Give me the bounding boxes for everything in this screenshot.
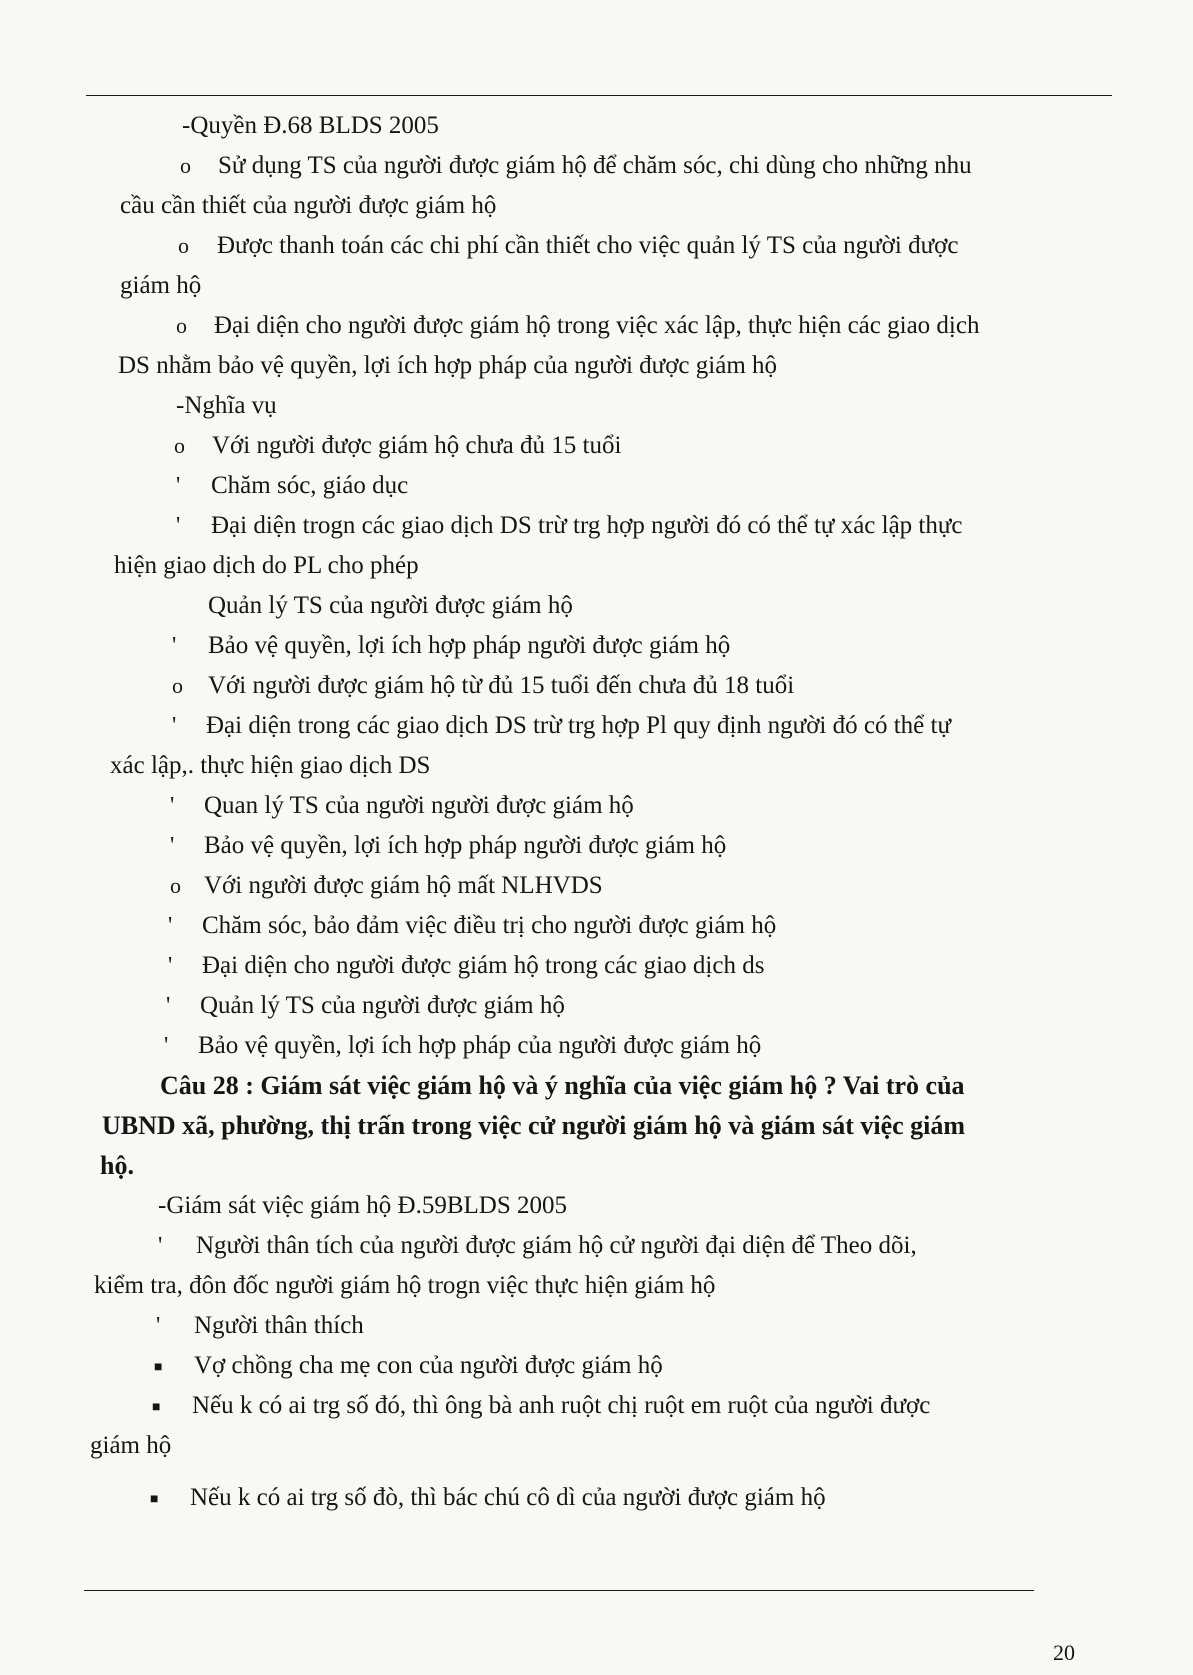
text-line <box>0 988 1193 1028</box>
square-bullet-icon: ■ <box>150 1492 159 1507</box>
tick-bullet-icon: ' <box>168 953 173 979</box>
text-line <box>0 508 1193 548</box>
line-text: Được thanh toán các chi phí cần thiết cho việc quản lý TS của người được <box>217 232 959 259</box>
line-text: Đại diện cho người được giám hộ trong các giao dịch ds <box>202 952 765 979</box>
text-line <box>0 1480 1193 1520</box>
line-text: Bảo vệ quyền, lợi ích hợp pháp của người được giám hộ <box>198 1032 762 1059</box>
line-text: -Quyền Đ.68 BLDS 2005 <box>182 112 439 139</box>
text-line <box>0 868 1193 908</box>
header-rule <box>86 95 1112 96</box>
text-line <box>0 908 1193 948</box>
circle-bullet-icon: o <box>170 873 181 898</box>
text-line <box>0 1268 1193 1308</box>
line-text: DS nhằm bảo vệ quyền, lợi ích hợp pháp của người được giám hộ <box>118 352 778 379</box>
text-line <box>0 188 1193 228</box>
square-bullet-icon: ■ <box>154 1360 163 1375</box>
text-line <box>0 548 1193 588</box>
text-line <box>0 1428 1193 1480</box>
text-line <box>0 1388 1193 1428</box>
text-line <box>0 748 1193 788</box>
tick-bullet-icon: ' <box>170 833 175 859</box>
tick-bullet-icon: ' <box>164 1033 169 1059</box>
text-line <box>0 1348 1193 1388</box>
tick-bullet-icon: ' <box>172 633 177 659</box>
text-line <box>0 468 1193 508</box>
tick-bullet-icon: ' <box>176 513 181 539</box>
page-content <box>0 108 1193 1520</box>
line-text: Bảo vệ quyền, lợi ích hợp pháp người được giám hộ <box>204 832 727 859</box>
text-line <box>0 828 1193 868</box>
line-text: Đại diện trogn các giao dịch DS trừ trg hợp người đó có thể tự xác lập thực <box>211 512 963 539</box>
line-text: Nếu k có ai trg số đó, thì ông bà anh ruột chị ruột em ruột của người được <box>192 1392 931 1419</box>
tick-bullet-icon: ' <box>156 1313 161 1339</box>
line-text: cầu cần thiết của người được giám hộ <box>120 192 497 219</box>
heading-line <box>0 1108 1193 1148</box>
line-text: giám hộ <box>120 272 202 299</box>
line-text: xác lập,. thực hiện giao dịch DS <box>110 752 431 779</box>
line-text: Chăm sóc, giáo dục <box>211 472 409 499</box>
tick-bullet-icon: ' <box>172 713 177 739</box>
line-text: Người thân thích <box>194 1312 364 1339</box>
line-text: hiện giao dịch do PL cho phép <box>114 552 419 579</box>
line-text: Bảo vệ quyền, lợi ích hợp pháp người được giám hộ <box>208 632 731 659</box>
footer-rule <box>84 1590 1034 1591</box>
question-heading-text: Câu 28 : Giám sát việc giám hộ và ý nghĩa của việc giám hộ ? Vai trò của <box>160 1071 965 1100</box>
question-heading-text: UBND xã, phường, thị trấn trong việc cử người giám hộ và giám sát việc giám <box>102 1111 966 1140</box>
text-line <box>0 1188 1193 1228</box>
line-text: -Nghĩa vụ <box>176 392 277 419</box>
text-line <box>0 668 1193 708</box>
tick-bullet-icon: ' <box>158 1233 163 1259</box>
line-text: Người thân tích của người được giám hộ cử người đại diện để Theo dõi, <box>196 1232 917 1259</box>
heading-line <box>0 1068 1193 1108</box>
line-text: Với người được giám hộ mất NLHVDS <box>204 872 603 899</box>
text-line <box>0 788 1193 828</box>
circle-bullet-icon: o <box>176 313 187 338</box>
text-line <box>0 388 1193 428</box>
line-text: -Giám sát việc giám hộ Đ.59BLDS 2005 <box>158 1192 567 1219</box>
square-bullet-icon: ■ <box>152 1400 161 1415</box>
line-text: Quản lý TS của người được giám hộ <box>208 592 573 619</box>
line-text: Với người được giám hộ từ đủ 15 tuổi đến chưa đủ 18 tuổi <box>208 672 795 699</box>
text-line <box>0 268 1193 308</box>
text-line <box>0 1228 1193 1268</box>
heading-line <box>0 1148 1193 1188</box>
line-text: Nếu k có ai trg số đò, thì bác chú cô dì của người được giám hộ <box>190 1484 826 1511</box>
text-line <box>0 148 1193 188</box>
text-line <box>0 708 1193 748</box>
tick-bullet-icon: ' <box>170 793 175 819</box>
text-line <box>0 1308 1193 1348</box>
text-line <box>0 108 1193 148</box>
line-text: giám hộ <box>90 1432 172 1459</box>
text-line <box>0 948 1193 988</box>
line-text: Vợ chồng cha mẹ con của người được giám hộ <box>194 1352 663 1379</box>
text-line <box>0 348 1193 388</box>
line-text: Quan lý TS của người người được giám hộ <box>204 792 634 819</box>
tick-bullet-icon: ' <box>166 993 171 1019</box>
text-line <box>0 588 1193 628</box>
line-text: Quản lý TS của người được giám hộ <box>200 992 565 1019</box>
circle-bullet-icon: o <box>180 153 191 178</box>
tick-bullet-icon: ' <box>176 473 181 499</box>
page-number: 20 <box>1053 1640 1075 1665</box>
line-text: Chăm sóc, bảo đảm việc điều trị cho người được giám hộ <box>202 912 777 939</box>
question-heading-text: hộ. <box>100 1151 134 1180</box>
line-text: Đại diện cho người được giám hộ trong việc xác lập, thực hiện các giao dịch <box>214 312 980 339</box>
line-text: Sử dụng TS của người được giám hộ để chăm sóc, chi dùng cho những nhu <box>218 152 972 179</box>
circle-bullet-icon: o <box>178 233 189 258</box>
text-line <box>0 628 1193 668</box>
circle-bullet-icon: o <box>174 433 185 458</box>
text-line <box>0 428 1193 468</box>
text-line <box>0 308 1193 348</box>
line-text: Đại diện trong các giao dịch DS trừ trg hợp Pl quy định người đó có thể tự <box>206 712 951 739</box>
line-text: Với người được giám hộ chưa đủ 15 tuổi <box>212 432 622 459</box>
line-text: kiểm tra, đôn đốc người giám hộ trogn việc thực hiện giám hộ <box>94 1272 716 1299</box>
text-line <box>0 228 1193 268</box>
text-line <box>0 1028 1193 1068</box>
tick-bullet-icon: ' <box>168 913 173 939</box>
circle-bullet-icon: o <box>172 673 183 698</box>
